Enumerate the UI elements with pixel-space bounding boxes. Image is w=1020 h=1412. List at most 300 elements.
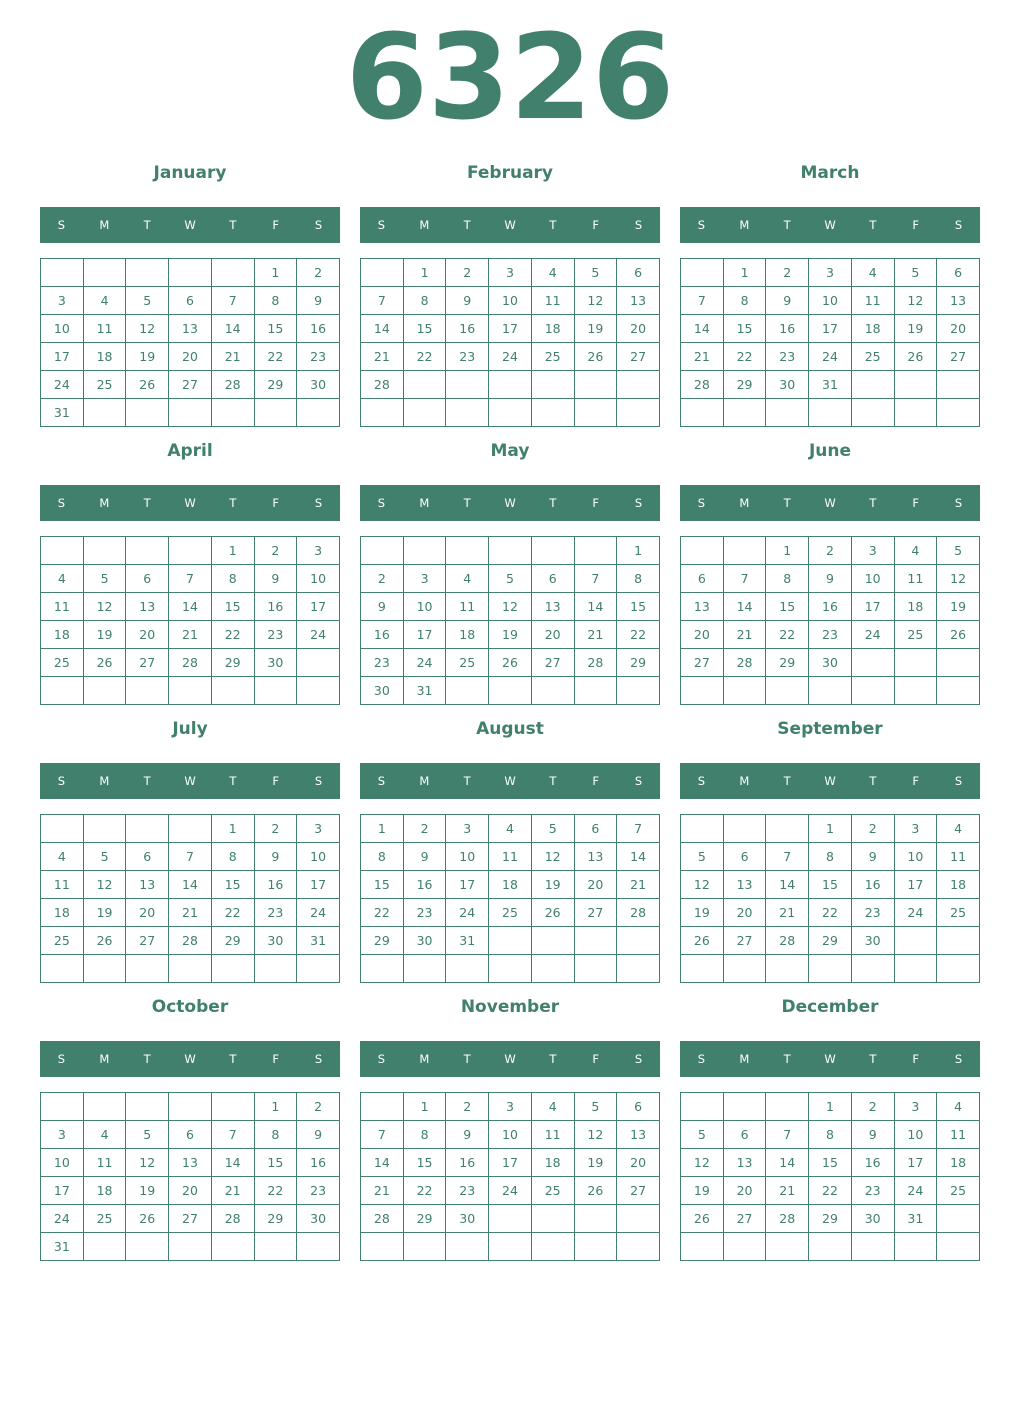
day-cell: 29 <box>809 927 852 955</box>
weekday-label: M <box>99 1052 110 1066</box>
day-cell: 11 <box>894 565 937 593</box>
empty-cell <box>297 1233 340 1261</box>
day-cell: 21 <box>766 899 809 927</box>
day-cell: 22 <box>211 621 254 649</box>
weekday-label: S <box>954 218 963 232</box>
day-cell: 27 <box>617 343 660 371</box>
day-cell: 21 <box>574 621 617 649</box>
day-cell: 14 <box>211 1149 254 1177</box>
day-cell: 26 <box>83 927 126 955</box>
day-cell: 6 <box>617 1093 660 1121</box>
weekday-label: T <box>229 774 237 788</box>
day-cell: 9 <box>809 565 852 593</box>
day-grid <box>680 258 980 427</box>
day-cell: 5 <box>937 537 980 565</box>
day-cell: 16 <box>403 871 446 899</box>
day-cell: 13 <box>126 593 169 621</box>
week-row <box>41 899 340 927</box>
day-cell: 19 <box>937 593 980 621</box>
weekday-label: W <box>184 1052 196 1066</box>
day-cell: 15 <box>361 871 404 899</box>
week-row <box>361 315 660 343</box>
empty-cell <box>126 1233 169 1261</box>
day-cell: 9 <box>446 287 489 315</box>
day-cell: 8 <box>766 565 809 593</box>
day-cell: 9 <box>297 287 340 315</box>
empty-cell <box>254 399 297 427</box>
day-cell: 10 <box>489 1121 532 1149</box>
empty-cell <box>169 259 212 287</box>
day-cell: 23 <box>851 1177 894 1205</box>
weekday-label: F <box>592 218 600 232</box>
day-cell: 21 <box>361 1177 404 1205</box>
empty-cell <box>617 955 660 983</box>
empty-cell <box>937 399 980 427</box>
day-cell: 10 <box>297 565 340 593</box>
empty-cell <box>211 1233 254 1261</box>
empty-cell <box>361 399 404 427</box>
empty-cell <box>617 1205 660 1233</box>
day-cell: 28 <box>211 1205 254 1233</box>
empty-cell <box>403 955 446 983</box>
weekday-label: S <box>57 774 66 788</box>
day-cell: 29 <box>361 927 404 955</box>
month-name: July <box>172 719 208 739</box>
empty-cell <box>531 677 574 705</box>
day-cell: 18 <box>83 1177 126 1205</box>
day-cell: 2 <box>851 1093 894 1121</box>
day-cell: 3 <box>41 1121 84 1149</box>
day-cell: 27 <box>126 927 169 955</box>
day-cell: 9 <box>766 287 809 315</box>
month-name: January <box>153 163 227 183</box>
day-cell: 23 <box>297 343 340 371</box>
weekday-label: F <box>272 218 280 232</box>
day-cell: 25 <box>489 899 532 927</box>
weekday-header <box>680 1041 980 1077</box>
day-cell: 29 <box>809 1205 852 1233</box>
weekday-label: F <box>912 774 920 788</box>
day-cell: 20 <box>169 1177 212 1205</box>
day-cell: 17 <box>403 621 446 649</box>
empty-cell <box>403 537 446 565</box>
day-cell: 29 <box>617 649 660 677</box>
weekday-label: M <box>739 496 750 510</box>
day-cell: 8 <box>809 843 852 871</box>
day-cell: 26 <box>681 927 724 955</box>
weekday-label: M <box>739 1052 750 1066</box>
empty-cell <box>894 677 937 705</box>
week-row <box>361 1093 660 1121</box>
day-cell: 15 <box>254 315 297 343</box>
day-cell: 3 <box>809 259 852 287</box>
day-cell: 1 <box>809 1093 852 1121</box>
day-cell: 3 <box>489 1093 532 1121</box>
day-cell: 8 <box>723 287 766 315</box>
day-cell: 22 <box>809 899 852 927</box>
weekday-label: T <box>463 218 471 232</box>
week-row <box>361 815 660 843</box>
day-cell: 18 <box>446 621 489 649</box>
empty-cell <box>254 955 297 983</box>
day-cell: 9 <box>851 1121 894 1149</box>
week-row <box>41 1149 340 1177</box>
day-cell: 4 <box>851 259 894 287</box>
empty-cell <box>851 955 894 983</box>
day-cell: 3 <box>297 815 340 843</box>
day-grid <box>680 814 980 983</box>
month-name: May <box>490 441 530 461</box>
weekday-label: S <box>697 218 706 232</box>
day-cell: 23 <box>254 621 297 649</box>
day-cell: 16 <box>254 871 297 899</box>
day-cell: 27 <box>617 1177 660 1205</box>
day-cell: 21 <box>617 871 660 899</box>
day-cell: 6 <box>937 259 980 287</box>
empty-cell <box>531 1205 574 1233</box>
day-cell: 22 <box>361 899 404 927</box>
day-cell: 17 <box>809 315 852 343</box>
day-cell: 27 <box>126 649 169 677</box>
day-cell: 14 <box>617 843 660 871</box>
day-cell: 18 <box>937 1149 980 1177</box>
day-cell: 27 <box>531 649 574 677</box>
empty-cell <box>766 1093 809 1121</box>
week-row <box>361 677 660 705</box>
day-cell: 11 <box>937 843 980 871</box>
empty-cell <box>211 399 254 427</box>
empty-cell <box>809 955 852 983</box>
day-cell: 12 <box>83 871 126 899</box>
empty-cell <box>169 677 212 705</box>
year-title: 6326 <box>345 8 675 146</box>
day-cell: 1 <box>254 259 297 287</box>
day-cell: 2 <box>446 1093 489 1121</box>
week-row <box>41 843 340 871</box>
empty-cell <box>574 399 617 427</box>
day-cell: 4 <box>531 1093 574 1121</box>
day-cell: 13 <box>723 871 766 899</box>
empty-cell <box>574 1233 617 1261</box>
day-cell: 16 <box>851 1149 894 1177</box>
week-row <box>41 815 340 843</box>
day-cell: 14 <box>211 315 254 343</box>
day-cell: 22 <box>766 621 809 649</box>
day-cell: 28 <box>169 927 212 955</box>
week-row <box>681 927 980 955</box>
week-row <box>41 343 340 371</box>
empty-cell <box>894 927 937 955</box>
day-cell: 13 <box>723 1149 766 1177</box>
empty-cell <box>169 1093 212 1121</box>
week-row <box>681 1093 980 1121</box>
day-cell: 9 <box>254 843 297 871</box>
day-cell: 4 <box>937 815 980 843</box>
day-cell: 12 <box>894 287 937 315</box>
day-cell: 11 <box>489 843 532 871</box>
weekday-label: M <box>739 774 750 788</box>
week-row <box>681 537 980 565</box>
week-row <box>681 371 980 399</box>
day-cell: 2 <box>809 537 852 565</box>
empty-cell <box>851 677 894 705</box>
empty-cell <box>169 537 212 565</box>
day-cell: 30 <box>809 649 852 677</box>
day-cell: 12 <box>531 843 574 871</box>
day-cell: 17 <box>41 1177 84 1205</box>
day-cell: 25 <box>937 1177 980 1205</box>
day-cell: 26 <box>126 371 169 399</box>
empty-cell <box>851 649 894 677</box>
day-cell: 15 <box>211 871 254 899</box>
day-cell: 19 <box>681 1177 724 1205</box>
day-cell: 3 <box>489 259 532 287</box>
day-cell: 23 <box>254 899 297 927</box>
week-row <box>41 399 340 427</box>
empty-cell <box>361 1093 404 1121</box>
day-cell: 4 <box>83 287 126 315</box>
empty-cell <box>574 677 617 705</box>
day-cell: 2 <box>766 259 809 287</box>
weekday-label: T <box>229 1052 237 1066</box>
empty-cell <box>766 399 809 427</box>
day-cell: 13 <box>531 593 574 621</box>
day-cell: 11 <box>937 1121 980 1149</box>
day-cell: 1 <box>723 259 766 287</box>
day-cell: 5 <box>894 259 937 287</box>
day-cell: 19 <box>83 621 126 649</box>
day-cell: 3 <box>446 815 489 843</box>
day-cell: 16 <box>297 315 340 343</box>
weekday-header <box>360 1041 660 1077</box>
day-cell: 7 <box>617 815 660 843</box>
day-cell: 9 <box>851 843 894 871</box>
empty-cell <box>574 1205 617 1233</box>
day-cell: 13 <box>617 1121 660 1149</box>
day-cell: 20 <box>126 621 169 649</box>
empty-cell <box>489 677 532 705</box>
week-row <box>681 1205 980 1233</box>
week-row <box>41 871 340 899</box>
empty-cell <box>403 371 446 399</box>
empty-cell <box>937 1233 980 1261</box>
day-cell: 6 <box>574 815 617 843</box>
day-grid <box>40 536 340 705</box>
day-cell: 28 <box>574 649 617 677</box>
day-cell: 12 <box>574 287 617 315</box>
day-cell: 26 <box>681 1205 724 1233</box>
day-cell: 1 <box>403 259 446 287</box>
empty-cell <box>83 259 126 287</box>
day-cell: 13 <box>169 315 212 343</box>
day-cell: 2 <box>254 815 297 843</box>
week-row <box>681 1149 980 1177</box>
day-cell: 16 <box>851 871 894 899</box>
day-cell: 30 <box>254 927 297 955</box>
day-cell: 12 <box>574 1121 617 1149</box>
day-cell: 22 <box>617 621 660 649</box>
weekday-label: T <box>143 1052 151 1066</box>
week-row <box>361 1149 660 1177</box>
day-cell: 31 <box>446 927 489 955</box>
day-cell: 30 <box>254 649 297 677</box>
day-cell: 6 <box>531 565 574 593</box>
day-cell: 19 <box>574 315 617 343</box>
week-row <box>681 621 980 649</box>
week-row <box>361 649 660 677</box>
empty-cell <box>489 1205 532 1233</box>
day-cell: 20 <box>126 899 169 927</box>
day-cell: 23 <box>766 343 809 371</box>
day-cell: 25 <box>83 371 126 399</box>
day-cell: 8 <box>617 565 660 593</box>
day-cell: 6 <box>126 843 169 871</box>
day-cell: 7 <box>681 287 724 315</box>
day-cell: 7 <box>766 843 809 871</box>
day-cell: 13 <box>681 593 724 621</box>
empty-cell <box>126 1093 169 1121</box>
empty-cell <box>126 955 169 983</box>
day-cell: 29 <box>254 371 297 399</box>
week-row <box>41 1205 340 1233</box>
empty-cell <box>297 649 340 677</box>
day-cell: 20 <box>723 1177 766 1205</box>
day-cell: 6 <box>723 843 766 871</box>
month-name: September <box>777 719 883 739</box>
empty-cell <box>41 815 84 843</box>
day-cell: 5 <box>489 565 532 593</box>
weekday-label: T <box>869 496 877 510</box>
day-cell: 22 <box>403 343 446 371</box>
empty-cell <box>851 371 894 399</box>
empty-cell <box>766 815 809 843</box>
week-row <box>361 593 660 621</box>
day-cell: 26 <box>894 343 937 371</box>
day-cell: 6 <box>723 1121 766 1149</box>
empty-cell <box>617 677 660 705</box>
week-row <box>681 843 980 871</box>
weekday-label: F <box>592 1052 600 1066</box>
day-cell: 20 <box>681 621 724 649</box>
empty-cell <box>489 927 532 955</box>
day-cell: 28 <box>211 371 254 399</box>
day-cell: 12 <box>126 1149 169 1177</box>
day-cell: 24 <box>41 1205 84 1233</box>
day-cell: 22 <box>403 1177 446 1205</box>
day-cell: 30 <box>297 371 340 399</box>
day-cell: 26 <box>126 1205 169 1233</box>
day-cell: 8 <box>211 565 254 593</box>
day-cell: 5 <box>574 1093 617 1121</box>
day-cell: 19 <box>83 899 126 927</box>
week-row <box>41 677 340 705</box>
day-cell: 2 <box>297 259 340 287</box>
day-cell: 24 <box>489 1177 532 1205</box>
weekday-label: M <box>99 774 110 788</box>
day-cell: 13 <box>169 1149 212 1177</box>
weekday-label: S <box>314 1052 323 1066</box>
day-cell: 15 <box>809 871 852 899</box>
day-cell: 9 <box>254 565 297 593</box>
day-cell: 16 <box>446 315 489 343</box>
weekday-label: T <box>783 1052 791 1066</box>
empty-cell <box>169 955 212 983</box>
empty-cell <box>83 537 126 565</box>
weekday-label: F <box>272 774 280 788</box>
day-cell: 14 <box>766 871 809 899</box>
day-cell: 24 <box>297 899 340 927</box>
empty-cell <box>361 1233 404 1261</box>
day-cell: 20 <box>574 871 617 899</box>
day-cell: 12 <box>126 315 169 343</box>
day-cell: 11 <box>83 1149 126 1177</box>
week-row <box>41 371 340 399</box>
week-row <box>361 843 660 871</box>
day-cell: 28 <box>617 899 660 927</box>
weekday-label: T <box>229 496 237 510</box>
day-cell: 20 <box>617 315 660 343</box>
day-cell: 11 <box>531 1121 574 1149</box>
day-cell: 18 <box>531 1149 574 1177</box>
empty-cell <box>41 955 84 983</box>
empty-cell <box>937 927 980 955</box>
week-row <box>41 537 340 565</box>
day-cell: 8 <box>211 843 254 871</box>
empty-cell <box>361 259 404 287</box>
empty-cell <box>489 371 532 399</box>
empty-cell <box>723 815 766 843</box>
day-cell: 12 <box>83 593 126 621</box>
day-cell: 27 <box>723 1205 766 1233</box>
day-cell: 24 <box>41 371 84 399</box>
week-row <box>41 259 340 287</box>
day-cell: 27 <box>681 649 724 677</box>
week-row <box>361 565 660 593</box>
empty-cell <box>574 371 617 399</box>
day-cell: 20 <box>531 621 574 649</box>
day-cell: 12 <box>681 871 724 899</box>
day-cell: 30 <box>297 1205 340 1233</box>
week-row <box>361 899 660 927</box>
empty-cell <box>723 955 766 983</box>
empty-cell <box>937 649 980 677</box>
weekday-label: T <box>549 774 557 788</box>
day-cell: 26 <box>574 343 617 371</box>
week-row <box>41 927 340 955</box>
weekday-label: F <box>592 496 600 510</box>
day-cell: 20 <box>723 899 766 927</box>
day-cell: 17 <box>851 593 894 621</box>
empty-cell <box>937 677 980 705</box>
weekday-label: M <box>419 218 430 232</box>
empty-cell <box>41 259 84 287</box>
day-cell: 29 <box>211 927 254 955</box>
empty-cell <box>574 927 617 955</box>
weekday-label: S <box>954 496 963 510</box>
day-cell: 29 <box>723 371 766 399</box>
weekday-label: T <box>463 496 471 510</box>
day-cell: 17 <box>894 871 937 899</box>
week-row <box>41 1121 340 1149</box>
day-cell: 27 <box>169 371 212 399</box>
day-cell: 14 <box>574 593 617 621</box>
day-cell: 29 <box>254 1205 297 1233</box>
weekday-label: S <box>377 1052 386 1066</box>
weekday-label: W <box>184 774 196 788</box>
empty-cell <box>446 955 489 983</box>
week-row <box>681 1233 980 1261</box>
day-cell: 9 <box>297 1121 340 1149</box>
